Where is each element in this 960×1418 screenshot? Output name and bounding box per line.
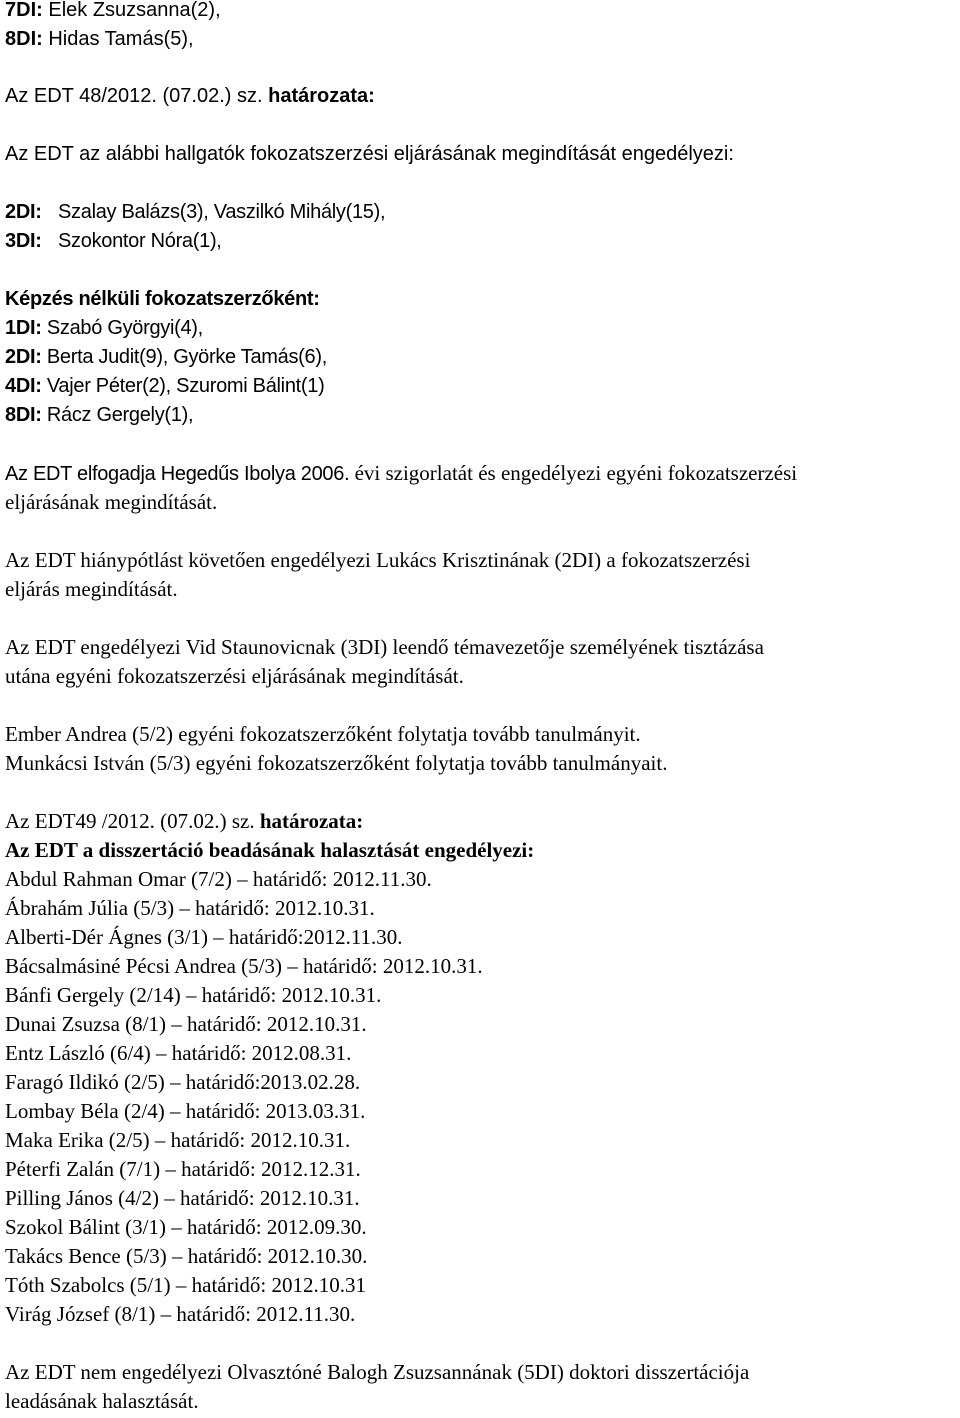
section-title: Képzés nélküli fokozatszerzőként: [5, 288, 320, 310]
list-item [5, 227, 222, 256]
di-code: 8DI: [5, 28, 43, 50]
list-item-text: Elek Zsuzsanna(2), [42, 0, 221, 21]
resolution-number: Az EDT49 /2012. (07.02.) sz. [5, 809, 260, 833]
list-item [5, 372, 324, 401]
deadline-item: Takács Bence (5/3) – határidő: 2012.10.30. [5, 1244, 368, 1268]
paragraph-line: utána egyéni fokozatszerzési eljárásának megindítását. [5, 664, 464, 688]
deadline-item: Tóth Szabolcs (5/1) – határidő: 2012.10.31 [5, 1273, 367, 1297]
paragraph-line: Az EDT nem engedélyezi Olvasztóné Balogh Zsuzsannának (5DI) doktori disszertációja [5, 1360, 750, 1384]
resolution-heading [5, 82, 375, 111]
paragraph-line [5, 459, 797, 488]
paragraph-line: eljárásának megindítását. [5, 490, 218, 514]
deadline-item: Alberti-Dér Ágnes (3/1) – határidő:2012.11.30. [5, 925, 403, 949]
list-item-text: Szabó Györgyi(4), [41, 317, 203, 339]
deadline-item: Faragó Ildikó (2/5) – határidő:2013.02.28. [5, 1070, 361, 1094]
deadline-item: Péterfi Zalán (7/1) – határidő: 2012.12.31. [5, 1157, 361, 1181]
di-code: 4DI: [5, 375, 42, 397]
di-code: 8DI: [5, 404, 42, 426]
list-item-text: Vajer Péter(2), Szuromi Bálint(1) [41, 375, 325, 397]
list-item-text: Berta Judit(9), Györke Tamás(6), [41, 346, 327, 368]
paragraph-line: Az EDT hiánypótlást követően engedélyezi Lukács Krisztinának (2DI) a fokozatszerzési [5, 548, 751, 572]
deadline-item: Szokol Bálint (3/1) – határidő: 2012.09.30. [5, 1215, 367, 1239]
deadline-item: Lombay Béla (2/4) – határidő: 2013.03.31. [5, 1099, 366, 1123]
resolution-word: határozata: [259, 809, 364, 833]
paragraph-line: Ember Andrea (5/2) egyéni fokozatszerzőként folytatja tovább tanulmányit. [5, 722, 641, 746]
deadline-item: Entz László (6/4) – határidő: 2012.08.31. [5, 1041, 352, 1065]
paragraph-line: Az EDT engedélyezi Vid Staunovicnak (3DI) leendő témavezetője személyének tisztázása [5, 635, 764, 659]
list-item-text: Szokontor Nóra(1), [58, 230, 222, 252]
di-code: 2DI: [5, 346, 42, 368]
deadline-item: Pilling János (4/2) – határidő: 2012.10.31. [5, 1186, 360, 1210]
list-item-text: Rácz Gergely(1), [41, 404, 194, 426]
di-code: 7DI: [5, 0, 43, 21]
paragraph-part: évi szigorlatát és engedélyezi egyéni fokozatszerzési [349, 461, 798, 485]
di-code: 3DI: [5, 230, 42, 252]
list-item [5, 198, 385, 227]
deadline-item: Virág József (8/1) – határidő: 2012.11.30. [5, 1302, 356, 1326]
paragraph-part: Az EDT elfogadja Hegedűs Ibolya 2006. [5, 463, 350, 485]
resolution-word: határozata: [268, 85, 375, 107]
deadline-item: Bánfi Gergely (2/14) – határidő: 2012.10.31. [5, 983, 382, 1007]
resolution-number: Az EDT 48/2012. (07.02.) sz. [5, 85, 269, 107]
list-item [5, 25, 194, 54]
paragraph-line: Munkácsi István (5/3) egyéni fokozatszerzőként folytatja tovább tanulmányait. [5, 751, 668, 775]
deadline-item: Maka Erika (2/5) – határidő: 2012.10.31. [5, 1128, 351, 1152]
paragraph-line: eljárás megindítását. [5, 577, 178, 601]
di-code: 2DI: [5, 201, 42, 223]
list-item [5, 314, 203, 343]
resolution-intro: Az EDT az alábbi hallgatók fokozatszerzési eljárásának megindítását engedélyezi: [5, 143, 734, 165]
list-item [5, 401, 193, 430]
list-item-text: Szalay Balázs(3), Vaszilkó Mihály(15), [58, 201, 386, 223]
paragraph-line: leadásának halasztását. [5, 1389, 199, 1413]
deadline-item: Abdul Rahman Omar (7/2) – határidő: 2012.11.30. [5, 867, 432, 891]
deadline-item: Dunai Zsuzsa (8/1) – határidő: 2012.10.31. [5, 1012, 367, 1036]
list-item [5, 0, 221, 25]
section-title: Az EDT a disszertáció beadásának halasztását engedélyezi: [5, 838, 535, 862]
list-item [5, 343, 327, 372]
resolution-heading [5, 807, 363, 836]
deadline-item: Ábrahám Júlia (5/3) – határidő: 2012.10.31. [5, 896, 375, 920]
deadline-item: Bácsalmásiné Pécsi Andrea (5/3) – határidő: 2012.10.31. [5, 954, 483, 978]
list-item-text: Hidas Tamás(5), [42, 28, 194, 50]
di-code: 1DI: [5, 317, 42, 339]
